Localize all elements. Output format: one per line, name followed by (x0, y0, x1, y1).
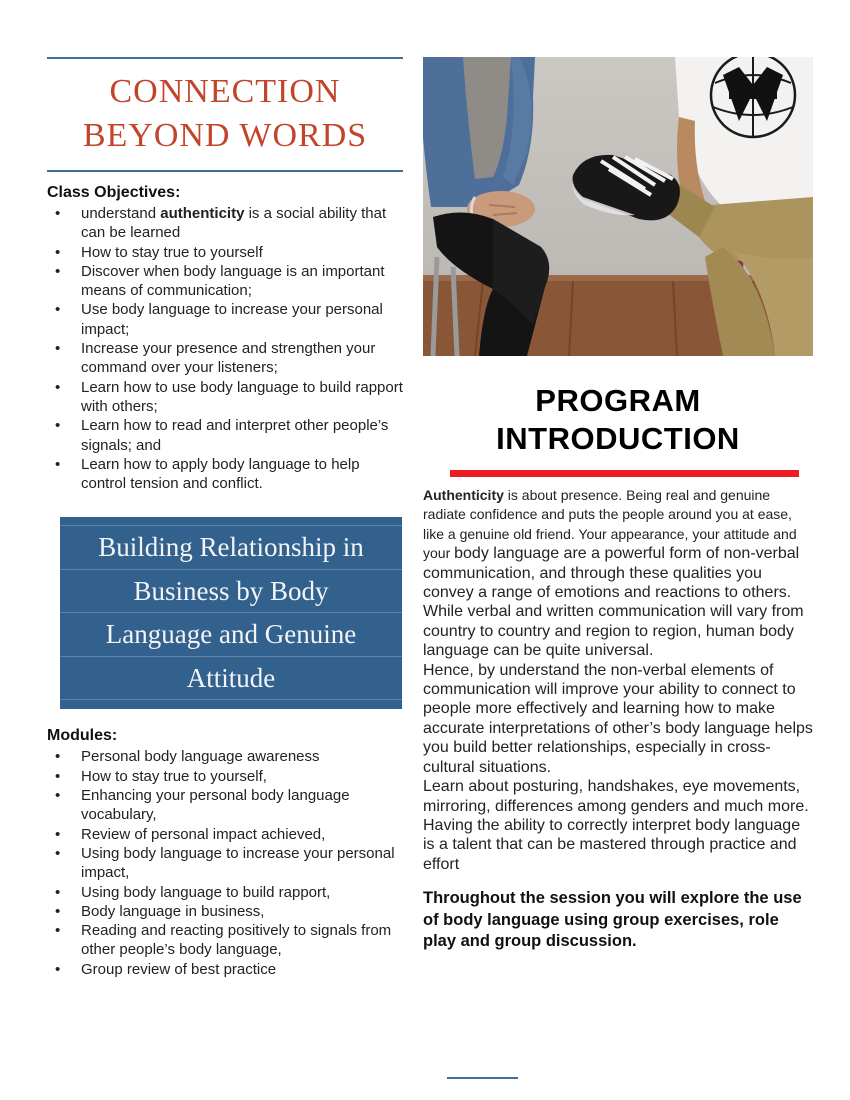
objective-item: • Discover when body language is an important means of communication; (47, 262, 403, 301)
banner-line: Language and Genuine (60, 612, 402, 656)
objective-text: understand (81, 205, 161, 222)
program-heading: PROGRAM INTRODUCTION (496, 383, 740, 456)
objective-item (47, 204, 403, 243)
closing-paragraph: Throughout the session you will explore the use of body language using group exercises, role play and group discussion. (423, 889, 802, 951)
objective-item: • Learn how to read and interpret other people’s signals; and (47, 416, 403, 455)
module-item: • Body language in business, (47, 902, 403, 921)
objective-item: • How to stay true to yourself (47, 243, 403, 262)
banner-line: Attitude (60, 656, 402, 701)
objective-text: is a social ability that can be learned (81, 205, 387, 242)
banner-line: Business by Body (60, 569, 402, 613)
red-divider-bar (450, 470, 799, 477)
intro-bold-term: Authenticity (423, 487, 504, 503)
title-bottom-rule (47, 170, 403, 172)
intro-text-large: body language are a powerful form of non-verbal communication, and through these qualities you convey a range of emotions and reactions to others. While verbal and written communication will vary from country to country and region to region, human body language can be quite universal. (423, 545, 804, 660)
course-title-banner (60, 517, 402, 709)
seated-conversation-photo (423, 57, 813, 356)
module-item: • How to stay true to yourself, (47, 767, 403, 786)
objective-item: • Use body language to increase your personal impact; (47, 300, 403, 339)
intro-text-small: is about presence. Being real and genuine radiate confidence and puts the people around you at ease, like a genuine old friend. Your appearance, your attitude and your (423, 487, 797, 562)
objective-item: • Learn how to use body language to build rapport with others; (47, 378, 403, 417)
objective-item: • Increase your presence and strengthen your command over your listeners; (47, 339, 403, 378)
module-item: • Using body language to increase your personal impact, (47, 844, 403, 883)
banner-line: Building Relationship in (60, 525, 402, 569)
modules-list (47, 747, 403, 979)
module-item: • Enhancing your personal body language vocabulary, (47, 786, 403, 825)
module-item: • Using body language to build rapport, (47, 883, 403, 902)
modules-heading: Modules: (47, 727, 118, 745)
objectives-list (47, 204, 403, 493)
intro-paragraph-3: Learn about posturing, handshakes, eye movements, mirroring, differences among genders and much more. Having the ability to correctly interpret body language is a talent that can be mastered through practice and effort (423, 778, 809, 873)
objectives-heading: Class Objectives: (47, 184, 181, 201)
page-title: CONNECTION BEYOND WORDS (82, 73, 368, 154)
module-item: • Personal body language awareness (47, 747, 403, 766)
intro-paragraph (423, 486, 813, 874)
intro-paragraph-2: Hence, by understand the non-verbal elements of communication will improve your ability to connect to people more effectively and learning how to make accurate interpretations of other’s body language helps you build better relationships, especially in cross-cultural situations. (423, 661, 813, 776)
left-column (47, 57, 403, 979)
module-item: • Reading and reacting positively to signals from other people’s body language, (47, 921, 403, 960)
module-item: • Group review of best practice (47, 960, 403, 979)
objective-bold-term: authenticity (160, 205, 245, 222)
objective-item: • Learn how to apply body language to help control tension and conflict. (47, 455, 403, 494)
footer-rule (447, 1077, 518, 1079)
module-item: • Review of personal impact achieved, (47, 825, 403, 844)
right-column (423, 57, 813, 953)
